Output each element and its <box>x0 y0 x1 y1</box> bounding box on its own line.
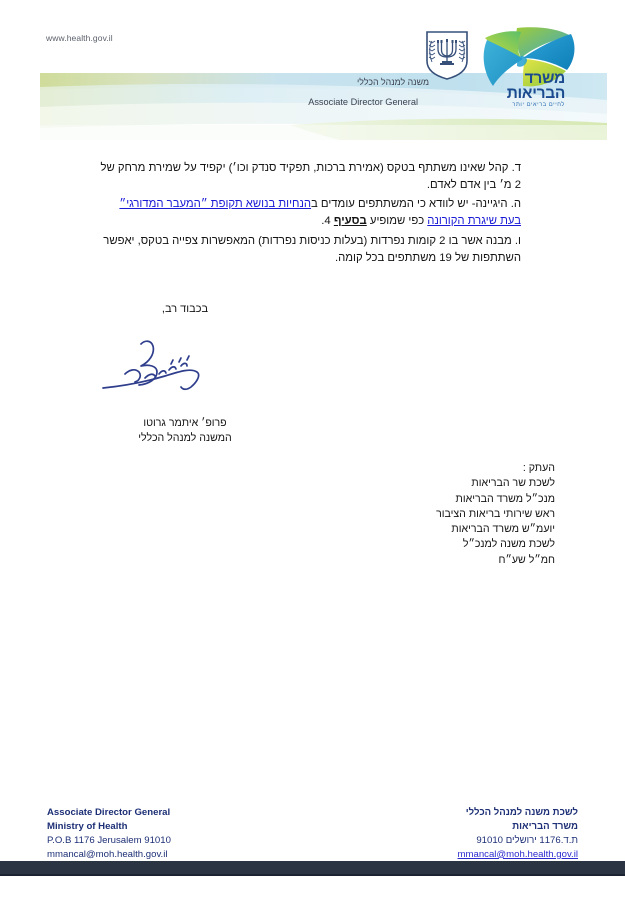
letterhead-header <box>0 0 625 150</box>
clause-vav-marker: ו. <box>514 234 521 247</box>
signer-title: המשנה למנהל הכללי <box>138 431 232 444</box>
clause-dalet-text: קהל שאינו משתתף בטקס (אמירת ברכות, תפקיד סנדק וכו׳) יקפיד על שמירת מרחק של 2 מ׳ בין אדם לאדם. <box>100 162 521 192</box>
copies-item: מנכ״ל משרד הבריאות <box>455 492 555 505</box>
brand-wordmark <box>455 71 565 108</box>
clause-he <box>0 196 625 230</box>
footer-en-line-1: Associate Director General <box>47 807 171 818</box>
footer-en-email: mmancal@moh.health.gov.il <box>47 848 168 860</box>
footer-he-line-1: לשכת משנה למנהל הכללי <box>465 807 578 818</box>
clause-vav-text: מבנה אשר בו 2 קומות נפרדות (בעלות כניסות נפרדות) המאפשרות צפייה בטקס, יאפשר השתתפות של 19 משתתפים בכל קומה. <box>103 234 521 264</box>
department-title-hebrew: משנה למנהל הכללי <box>357 77 429 87</box>
footer-en-address: P.O.B 1176 Jerusalem 91010 <box>47 834 171 846</box>
clause-he-prefix: היגיינה- יש לוודא כי המשתתפים עומדים ב <box>311 198 508 211</box>
closing-salutation: בכבוד רב, <box>161 303 209 315</box>
copies-item: ראש שירותי בריאות הציבור <box>436 507 555 520</box>
copies-item: לשכת משנה למנכ״ל <box>462 538 555 551</box>
copies-item: לשכת שר הבריאות <box>471 477 555 490</box>
clause-he-marker: ה. <box>510 198 521 211</box>
handwritten-signature-icon <box>95 330 275 410</box>
clause-dalet <box>0 160 625 194</box>
website-url: www.health.gov.il <box>46 33 113 43</box>
footer-he-address: ת.ד.1176 ירושלים 91010 <box>476 834 578 846</box>
footer-he-line-2: משרד הבריאות <box>512 820 578 832</box>
footer-email-link[interactable]: mmancal@moh.health.gov.il <box>457 848 578 860</box>
footer-he-email-row <box>0 848 578 862</box>
clause-dalet-marker: ד. <box>511 162 521 174</box>
signer-name: פרופ׳ איתמר גרוטו <box>143 417 227 429</box>
copy-distribution-list <box>0 461 555 568</box>
copies-heading: העתק : <box>522 462 555 474</box>
guidelines-link[interactable]: הנחיות בנושא תקופת ״המעבר המדורגי״ בעת שיגרת הקורונה <box>119 198 521 228</box>
clause-vav <box>0 233 625 267</box>
footer-bottom-bar <box>0 861 625 876</box>
copies-item: חמ״ל שע״ח <box>498 553 555 566</box>
department-title-english: Associate Director General <box>308 97 418 107</box>
letter-body <box>0 160 625 269</box>
copies-item: יועמ״ש משרד הבריאות <box>451 523 555 535</box>
clause-he-suffix: 4. <box>321 215 334 228</box>
brand-line-1: משרד <box>524 70 565 87</box>
brand-tagline: לחיים בריאים יותר <box>512 101 565 108</box>
letterhead-footer <box>0 806 625 876</box>
clause-he-section-label: בסעיף <box>333 215 367 228</box>
clause-he-middle: כפי שמופיע <box>366 215 428 228</box>
footer-en-line-2: Ministry of Health <box>47 820 128 832</box>
signer-details <box>90 416 280 445</box>
brand-line-2: הבריאות <box>506 84 565 102</box>
